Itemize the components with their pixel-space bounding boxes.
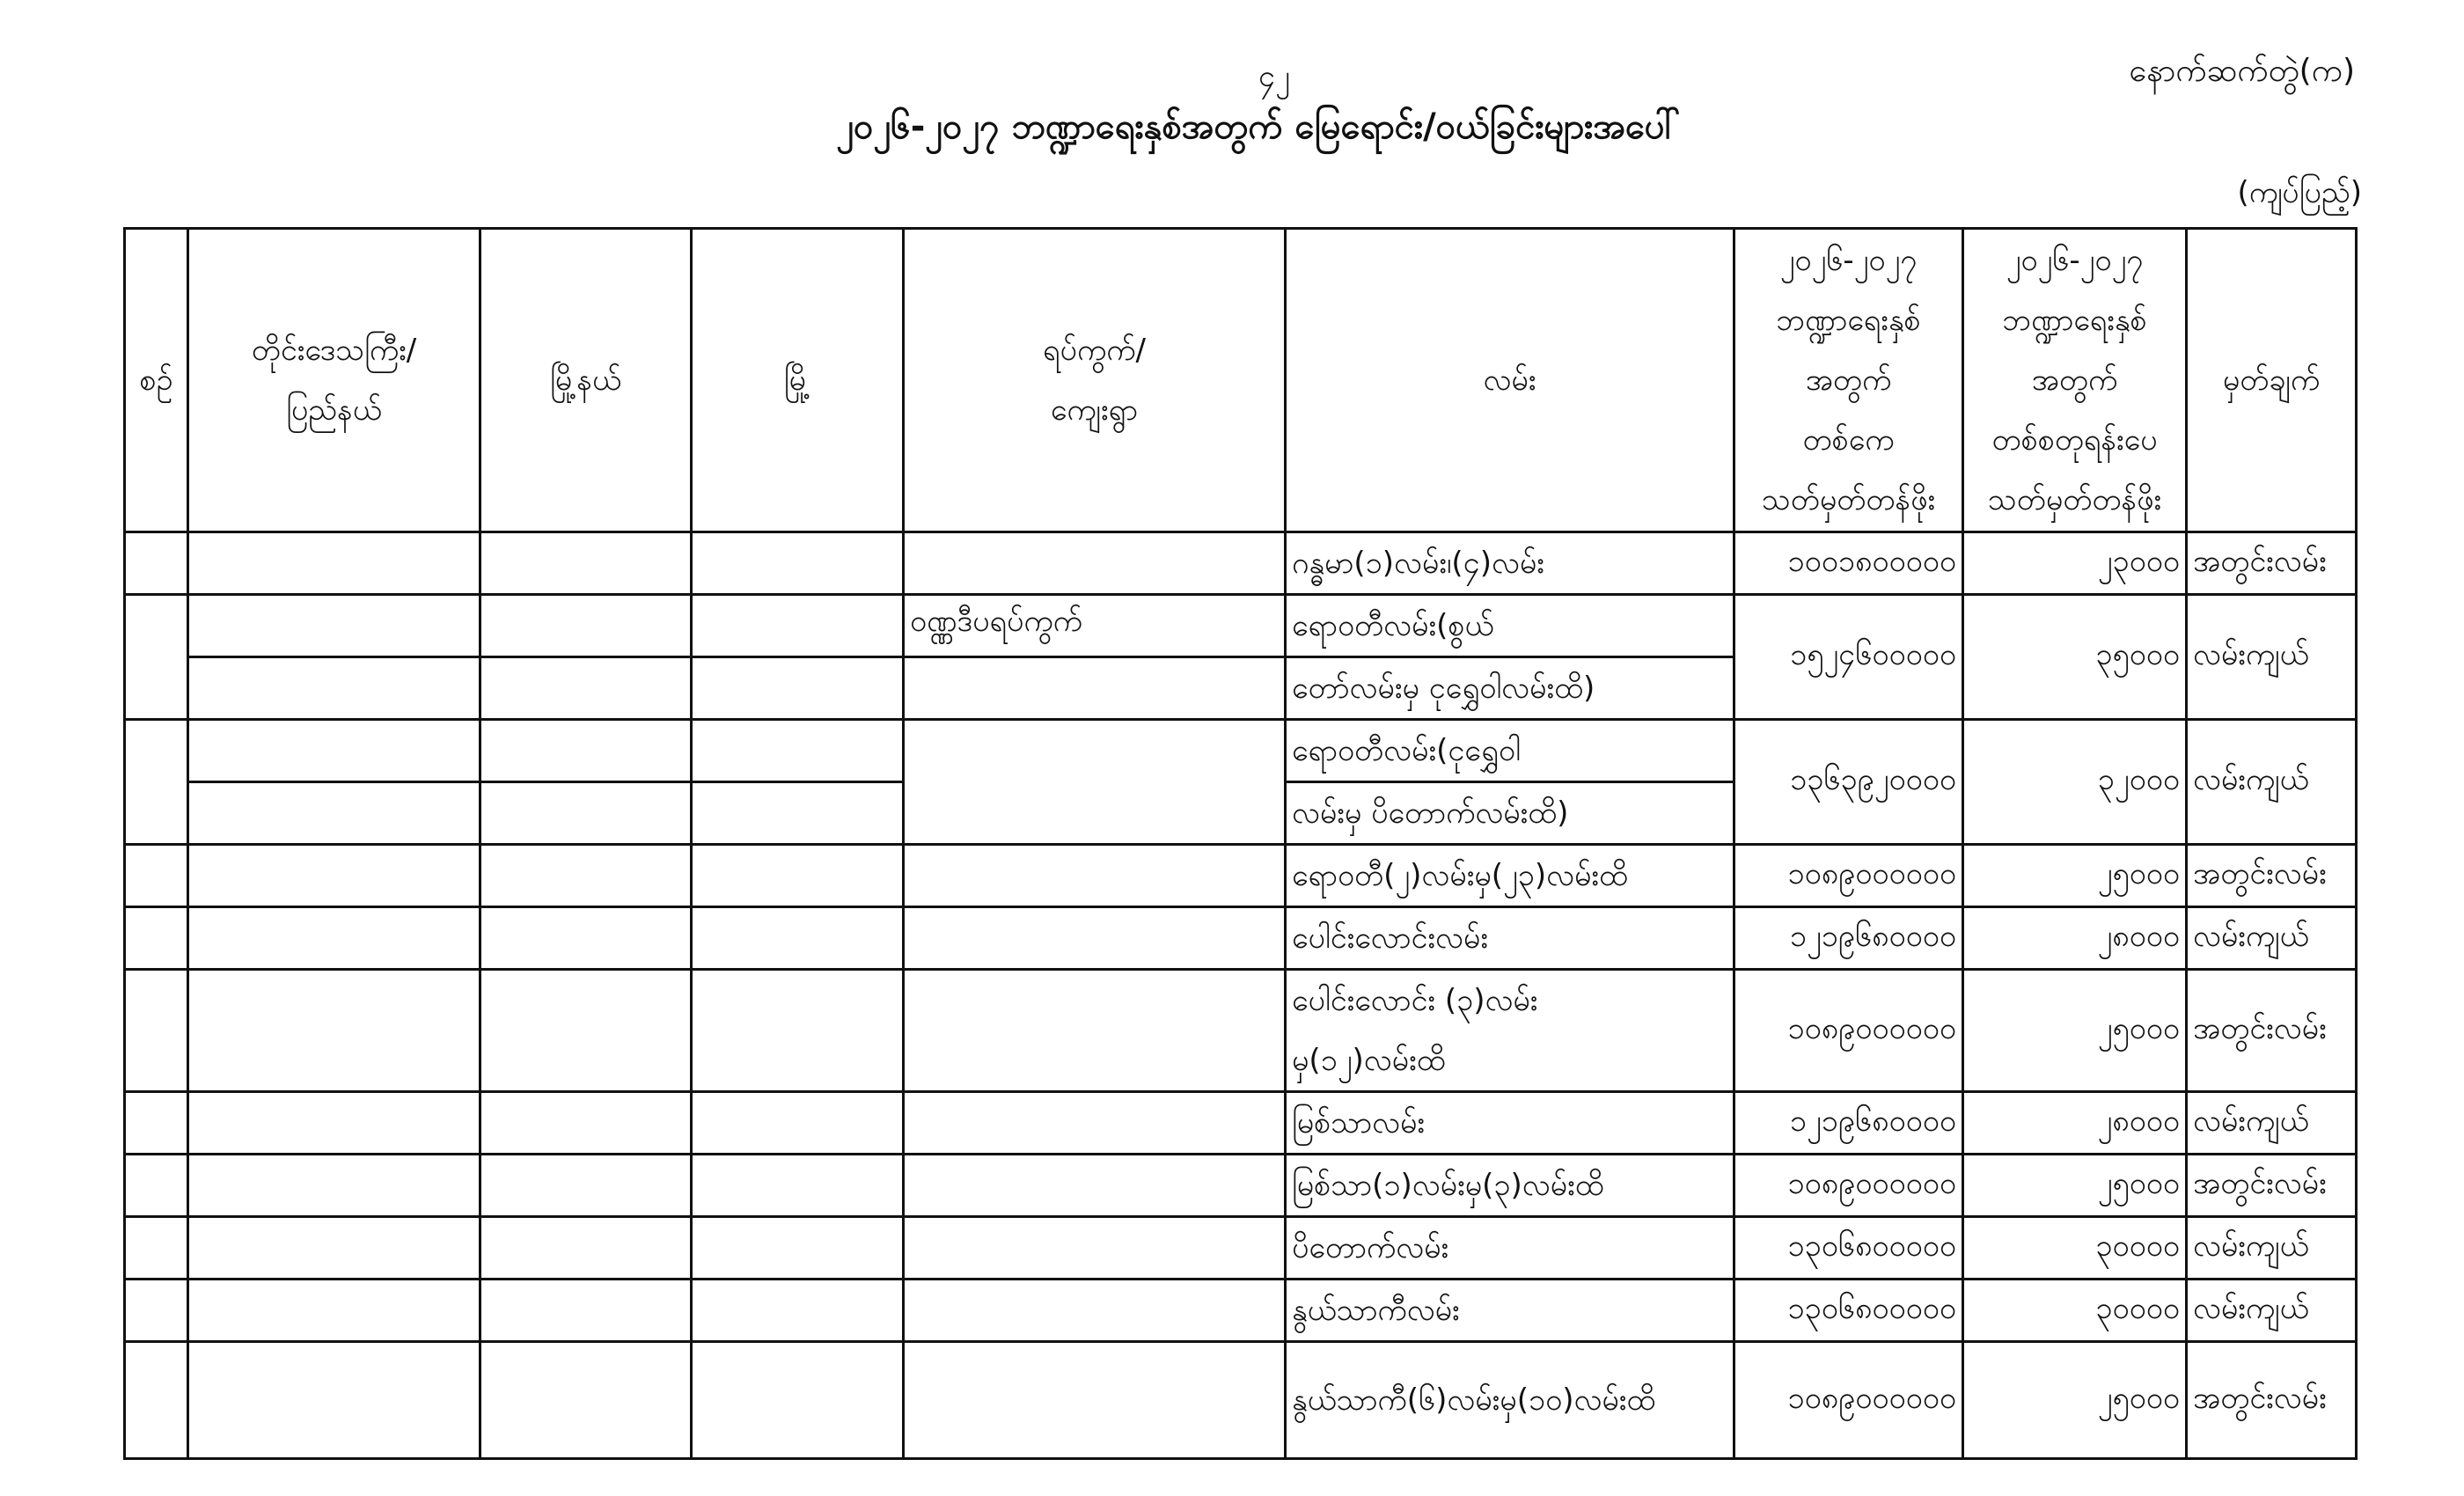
cell-district	[480, 657, 692, 720]
cell-value-per-acre: ၁၀၈၉၀၀၀၀၀၀	[1734, 970, 1963, 1092]
col-header-sr: စဉ်	[125, 229, 188, 532]
cell-district	[480, 1342, 692, 1459]
cell-road: တော်လမ်းမှ ငုရွှေဝါလမ်းထိ)	[1286, 657, 1734, 720]
cell-township	[692, 782, 904, 845]
cell-remark: အတွင်းလမ်း	[2187, 1342, 2357, 1459]
cell-ward	[904, 845, 1286, 907]
cell-district	[480, 782, 692, 845]
cell-region	[188, 1092, 480, 1155]
cell-district	[480, 907, 692, 970]
cell-value-per-acre: ၁၅၂၄၆၀၀၀၀၀	[1734, 595, 1963, 720]
cell-value-per-sqft: ၂၅၀၀၀	[1963, 1342, 2187, 1459]
cell-district	[480, 532, 692, 595]
currency-unit-label: (ကျပ်ပြည့်)	[2237, 175, 2362, 210]
table-row	[125, 1342, 2357, 1459]
cell-value-per-acre: ၁၀၈၉၀၀၀၀၀၀	[1734, 1155, 1963, 1217]
cell-value-per-acre: ၁၂၁၉၆၈၀၀၀၀	[1734, 907, 1963, 970]
cell-remark: လမ်းကျယ်	[2187, 1280, 2357, 1342]
table-row	[125, 1217, 2357, 1280]
col-header-road: လမ်း	[1286, 229, 1734, 532]
page-title: ၂၀၂၆-၂၀၂၇ ဘဏ္ဍာရေးနှစ်အတွက် မြေရောင်း/ဝယ်ခြင်းများအပေါ်	[836, 106, 1681, 147]
col-header-district: မြို့နယ်	[480, 229, 692, 532]
cell-remark: လမ်းကျယ်	[2187, 1092, 2357, 1155]
cell-sr	[125, 907, 188, 970]
table-row	[125, 845, 2357, 907]
cell-township	[692, 720, 904, 782]
cell-region	[188, 720, 480, 782]
cell-ward	[904, 1092, 1286, 1155]
table-row	[125, 1280, 2357, 1342]
cell-remark: အတွင်းလမ်း	[2187, 1155, 2357, 1217]
cell-district	[480, 970, 692, 1092]
cell-road: ပေါင်းလောင်းလမ်း	[1286, 907, 1734, 970]
cell-township	[692, 532, 904, 595]
cell-township	[692, 1217, 904, 1280]
cell-value-per-sqft: ၂၅၀၀၀	[1963, 845, 2187, 907]
cell-sr	[125, 1342, 188, 1459]
col-header-value-per-sqft: ၂၀၂၆-၂၀၂၇ ဘဏ္ဍာရေးနှစ် အတွက် တစ်စတုရန်းပေ သတ်မှတ်တန်ဖိုး	[1963, 229, 2187, 532]
cell-value-per-sqft: ၃၂၀၀၀	[1963, 720, 2187, 845]
cell-value-per-acre: ၁၂၁၉၆၈၀၀၀၀	[1734, 1092, 1963, 1155]
cell-remark: လမ်းကျယ်	[2187, 720, 2357, 845]
cell-value-per-acre: ၁၃၀၆၈၀၀၀၀၀	[1734, 1280, 1963, 1342]
cell-sr	[125, 1092, 188, 1155]
table-row	[125, 1155, 2357, 1217]
cell-district	[480, 845, 692, 907]
cell-ward	[904, 1217, 1286, 1280]
cell-road: ရောဝတီလမ်း(ငုရွှေဝါ	[1286, 720, 1734, 782]
cell-value-per-acre: ၁၀၈၉၀၀၀၀၀၀	[1734, 1342, 1963, 1459]
cell-region	[188, 970, 480, 1092]
cell-sr	[125, 1155, 188, 1217]
cell-region	[188, 1155, 480, 1217]
land-value-table	[123, 227, 2358, 1460]
cell-value-per-acre: ၁၀၈၉၀၀၀၀၀၀	[1734, 845, 1963, 907]
cell-ward	[904, 907, 1286, 970]
table-row	[125, 720, 2357, 782]
cell-sr	[125, 720, 188, 845]
cell-remark: အတွင်းလမ်း	[2187, 532, 2357, 595]
cell-sr	[125, 1280, 188, 1342]
col-header-remark: မှတ်ချက်	[2187, 229, 2357, 532]
cell-region	[188, 1217, 480, 1280]
cell-remark: အတွင်းလမ်း	[2187, 970, 2357, 1092]
cell-sr	[125, 532, 188, 595]
cell-region	[188, 1342, 480, 1459]
cell-township	[692, 1342, 904, 1459]
cell-value-per-sqft: ၃၀၀၀၀	[1963, 1280, 2187, 1342]
cell-sr	[125, 1217, 188, 1280]
cell-road: ပိတောက်လမ်း	[1286, 1217, 1734, 1280]
table-row	[125, 1092, 2357, 1155]
cell-township	[692, 970, 904, 1092]
col-header-region: တိုင်းဒေသကြီး/ ပြည်နယ်	[188, 229, 480, 532]
cell-township	[692, 1092, 904, 1155]
cell-value-per-acre: ၁၀၀၁၈၀၀၀၀၀	[1734, 532, 1963, 595]
cell-township	[692, 1155, 904, 1217]
annex-label: နောက်ဆက်တွဲ(က)	[2129, 53, 2355, 89]
cell-ward	[904, 1280, 1286, 1342]
cell-district	[480, 1280, 692, 1342]
cell-ward	[904, 1155, 1286, 1217]
table-header-row	[125, 229, 2357, 532]
col-header-township: မြို့	[692, 229, 904, 532]
cell-remark: လမ်းကျယ်	[2187, 595, 2357, 720]
cell-value-per-acre: ၁၃၀၆၈၀၀၀၀၀	[1734, 1217, 1963, 1280]
cell-township	[692, 1280, 904, 1342]
cell-ward: ဝဏ္ဏဒီပရပ်ကွက်	[904, 595, 1286, 657]
cell-value-per-sqft: ၂၈၀၀၀	[1963, 1092, 2187, 1155]
cell-value-per-acre: ၁၃၆၃၉၂၀၀၀၀	[1734, 720, 1963, 845]
cell-township	[692, 595, 904, 657]
cell-township	[692, 845, 904, 907]
cell-region	[188, 532, 480, 595]
page-number: ၄၂	[1258, 59, 1290, 94]
cell-road: ရောဝတီလမ်း(စွယ်	[1286, 595, 1734, 657]
cell-road: နွယ်သာကီ(၆)လမ်းမှ(၁၀)လမ်းထိ	[1286, 1342, 1734, 1459]
cell-region	[188, 657, 480, 720]
col-header-ward: ရပ်ကွက်/ ကျေးရွာ	[904, 229, 1286, 532]
table-row	[125, 532, 2357, 595]
cell-region	[188, 782, 480, 845]
cell-road: မြစ်သာလမ်း	[1286, 1092, 1734, 1155]
cell-road: ရောဝတီ(၂)လမ်းမှ(၂၃)လမ်းထိ	[1286, 845, 1734, 907]
cell-sr	[125, 845, 188, 907]
cell-road: လမ်းမှ ပိတောက်လမ်းထိ)	[1286, 782, 1734, 845]
cell-district	[480, 720, 692, 782]
col-header-value-per-acre: ၂၀၂၆-၂၀၂၇ ဘဏ္ဍာရေးနှစ် အတွက် တစ်ကေ သတ်မှတ်တန်ဖိုး	[1734, 229, 1963, 532]
table-row	[125, 907, 2357, 970]
cell-district	[480, 1217, 692, 1280]
cell-sr	[125, 970, 188, 1092]
cell-township	[692, 907, 904, 970]
cell-ward	[904, 1342, 1286, 1459]
cell-road: နွယ်သာကီလမ်း	[1286, 1280, 1734, 1342]
cell-value-per-sqft: ၃၀၀၀၀	[1963, 1217, 2187, 1280]
cell-region	[188, 845, 480, 907]
cell-region	[188, 595, 480, 657]
cell-ward	[904, 970, 1286, 1092]
cell-district	[480, 1092, 692, 1155]
cell-value-per-sqft: ၃၅၀၀၀	[1963, 595, 2187, 720]
cell-value-per-sqft: ၂၃၀၀၀	[1963, 532, 2187, 595]
cell-remark: လမ်းကျယ်	[2187, 907, 2357, 970]
cell-ward	[904, 532, 1286, 595]
cell-region	[188, 1280, 480, 1342]
cell-district	[480, 1155, 692, 1217]
cell-ward	[904, 720, 1286, 845]
cell-road: မြစ်သာ(၁)လမ်းမှ(၃)လမ်းထိ	[1286, 1155, 1734, 1217]
cell-district	[480, 595, 692, 657]
cell-value-per-sqft: ၂၅၀၀၀	[1963, 970, 2187, 1092]
cell-value-per-sqft: ၂၈၀၀၀	[1963, 907, 2187, 970]
cell-remark: အတွင်းလမ်း	[2187, 845, 2357, 907]
cell-remark: လမ်းကျယ်	[2187, 1217, 2357, 1280]
cell-road: ပေါင်းလောင်း (၃)လမ်း မှ(၁၂)လမ်းထိ	[1286, 970, 1734, 1092]
cell-sr	[125, 595, 188, 720]
cell-township	[692, 657, 904, 720]
cell-region	[188, 907, 480, 970]
table-row	[125, 595, 2357, 657]
cell-value-per-sqft: ၂၅၀၀၀	[1963, 1155, 2187, 1217]
table-row	[125, 970, 2357, 1092]
cell-road: ဂန္ဓမာ(၁)လမ်း၊(၄)လမ်း	[1286, 532, 1734, 595]
cell-ward	[904, 657, 1286, 720]
